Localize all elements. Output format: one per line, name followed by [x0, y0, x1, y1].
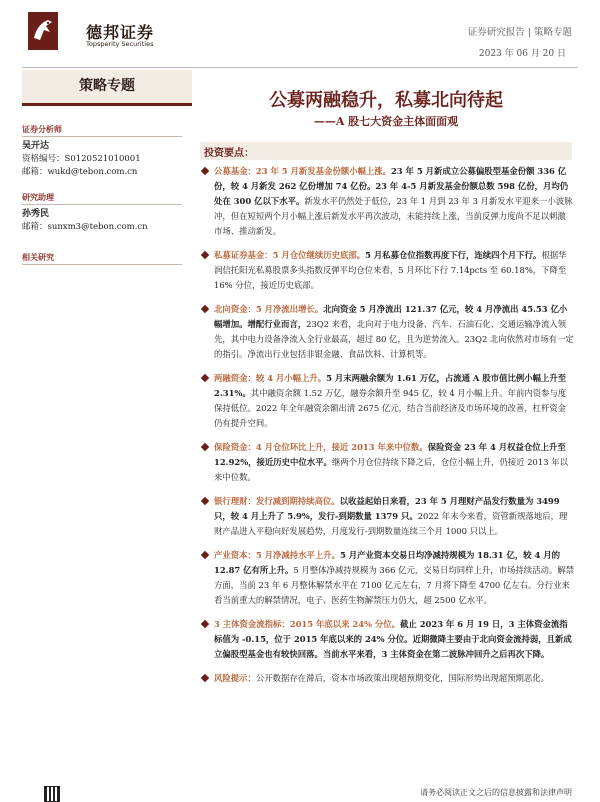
diamond-bullet-icon — [201, 497, 209, 505]
assistant-divider — [22, 204, 182, 205]
analyst-cert: 资格编号：S0120521010001 — [22, 154, 141, 164]
diamond-bullet-icon — [201, 167, 209, 175]
document-date: 2023 年 06 月 20 日 — [478, 49, 566, 59]
analyst-email[interactable]: 邮箱：wukd@tebon.com.cn — [22, 167, 138, 177]
diamond-bullet-icon — [201, 443, 209, 451]
document-type: 证券研究报告 | 策略专题 — [467, 27, 572, 38]
assistant-label: 研究助理 — [22, 192, 54, 202]
list-item: 北向资金：5 月净流出增长。北向资金 5 月净流出 121.37 亿元，较 4 月净流出 45.53 亿小幅增加。增配行业而言，23Q2 来看，北向对于电力设备、汽车、石油石化、交通运输净流入领先，其中电力设备净流入全行业最高，超过 80 亿，且为逆势流入。23Q2 北向依然对市场有一定的指引。净流出行业包括非银金融、食品饮料、计算机等。 — [200, 302, 574, 362]
assistant-email[interactable]: 邮箱：sunxm3@tebon.com.cn — [22, 222, 148, 232]
list-item: 两融资金：较 4 月小幅上升。5 月末两融余额为 1.61 万亿，占流通 A 股市值比例小幅上升至 2.31%。其中融资余额 1.52 万亿，融券余额升至 945 亿，较 4 月小幅上升。年前内资参与度保持低位。2022 年全年融资余额出清 2675 亿元，结合当前经济及市场环境的改善，杠杆资金仍有提升空间。 — [200, 371, 574, 431]
analyst-block — [22, 140, 192, 179]
header-divider — [22, 67, 578, 68]
list-item: 银行理财：发行减到期持续高位。以收益起始日来看，23 年 5 月理财产品发行数量为 3499 只，较 4 月上升了 5.9%，发行-到期数量 1379 只。2022 年末今来看，资管新规落地后，理财产品进入平稳向好发展趋势，月度发行-到期数量连续三个月 1000 只以上。 — [200, 494, 574, 539]
investment-points-label: 投资要点： — [204, 148, 254, 159]
diamond-bullet-icon — [201, 551, 209, 559]
analyst-name: 吴开达 — [22, 141, 50, 151]
logo-english-name: Topsperity Securities — [86, 40, 154, 48]
logo-icon — [28, 12, 58, 50]
section-label: 策略专题 — [79, 78, 135, 94]
section-label-box — [22, 70, 192, 106]
investment-points-list — [200, 164, 574, 695]
analyst-divider — [22, 136, 182, 137]
list-item: 产业资本：5 月净减持水平上升。5 月产业资本交易日均净减持规模为 18.31 亿，较 4 月的 12.87 亿有所上升。5 月整体净减持规模为 366 亿元，交易日均同样上升，市场持续活动。解禁方面，当前 23 年 6 月整体解禁水平在 7100 亿元左右，7 月将下降至 4700 亿左右。分行业来看当前重大的解禁情况，电子、医药生物解禁压力仍大，超 2500 亿水平。 — [200, 548, 574, 608]
list-item: 风险提示：公开数据存在滞后，资本市场政策出现超预期变化，国际形势出现超预期恶化。 — [200, 671, 574, 686]
diamond-bullet-icon — [201, 620, 209, 628]
logo-name: 德邦证券 — [86, 23, 155, 42]
list-item: 3 主体资金流指标：2015 年底以来 24% 分位。截止 2023 年 6 月 19 日，3 主体资金流指标值为 -0.15，位于 2015 年底以来的 24% 分位。近期微降主要由于北向资金流持弱，且新成立偏股型基金也有较快回落。当前水平来看，3 主体资金在第二波脉冲回升之后再次下降。 — [200, 617, 574, 662]
diamond-bullet-icon — [201, 374, 209, 382]
related-research-label: 相关研究 — [22, 252, 54, 262]
footer-disclaimer: 请务必阅读正文之后的信息披露和法律声明 — [420, 788, 572, 797]
diamond-bullet-icon — [201, 674, 209, 682]
page-title: 公募两融稳升，私募北向待起 — [269, 90, 503, 111]
related-divider — [22, 264, 182, 265]
diamond-bullet-icon — [201, 251, 209, 259]
assistant-block — [22, 208, 192, 234]
list-item: 保险资金：4 月仓位环比上升，接近 2013 年来中位数。保险资金 23 年 4 月权益仓位上升至 12.92%，接近历史中位水平。继两个月仓位持续下降之后，仓位小幅上升，仍接近 2013 年以来中位数。 — [200, 440, 574, 485]
list-item: 私募证券基金：5 月仓位继续历史底部。5 月私募仓位指数再度下行，连续四个月下行。根据华润信托阳光私募股票多头指数反弹平均仓位来看，5 月环比下行 7.14pcts 至 60.18%，下降至 16% 分位，接近历史底部。 — [200, 248, 574, 293]
analyst-label: 证券分析师 — [22, 124, 62, 134]
assistant-name: 孙秀民 — [22, 209, 50, 219]
list-item: 公募基金：23 年 5 月新发基金份额小幅上涨。23 年 5 月新成立公募偏股型基金份额 336 亿份，较 4 月新发 262 亿份增加 74 亿份。23 年 4-5 月新发基金份额总数 598 亿份，月均仍处在 300 亿以下水平。新发水平仍然处于低位，23 年 1 月到 23 年 3 月新发水平迎来一小波脉冲，但在短短两个月小幅上涨后新发水平再次波动，未能持续上涨，当前反弹力度尚不足以刺激市场、推动新发。 — [200, 164, 574, 239]
investment-points-header — [200, 142, 572, 160]
page-subtitle: ——A 股七大资金主体面面观 — [313, 115, 459, 128]
diamond-bullet-icon — [201, 305, 209, 313]
